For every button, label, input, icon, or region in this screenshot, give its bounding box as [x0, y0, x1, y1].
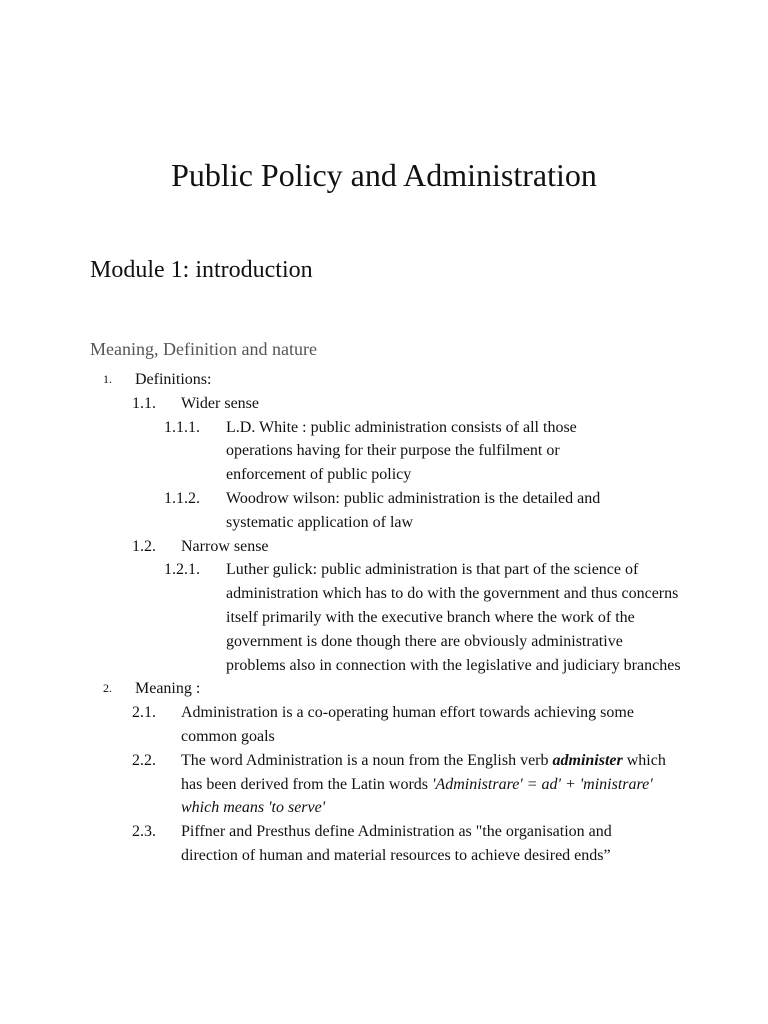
- list-item-2-3: [0, 820, 768, 868]
- list-number: 2.2.: [132, 751, 156, 769]
- list-text: Wider sense: [181, 394, 259, 412]
- list-text-part: which has been derived from the Latin words: [181, 751, 666, 793]
- module-heading: Module 1: introduction: [90, 257, 313, 283]
- list-item-2-1: [0, 701, 768, 749]
- section-heading: Meaning, Definition and nature: [90, 339, 317, 359]
- outline-list: [0, 368, 768, 868]
- list-item-2-2: [0, 749, 768, 820]
- list-number: 2.: [103, 681, 112, 696]
- list-text: L.D. White : public administration consists of all those operations having for their purpose the fulfilment or enforcement of public policy: [226, 418, 577, 484]
- list-number: 1.1.1.: [164, 418, 200, 436]
- list-item-1-1-1: [0, 416, 768, 487]
- list-text: Woodrow wilson: public administration is the detailed and systematic application of law: [226, 489, 601, 531]
- list-text: Meaning :: [135, 680, 201, 698]
- list-item-2: [0, 677, 768, 701]
- list-number: 1.1.2.: [164, 489, 200, 507]
- list-item-1-2-1: [0, 558, 768, 677]
- list-number: 1.1.: [132, 394, 156, 412]
- list-number: 2.1.: [132, 704, 156, 722]
- list-item-1: [0, 368, 768, 392]
- list-number: 1.: [103, 372, 112, 386]
- document-title: Public Policy and Administration: [171, 157, 597, 193]
- list-text: Piffner and Presthus define Administration as "the organisation and direction of human and material resources to achieve desired ends”: [181, 823, 612, 864]
- list-text: Definitions:: [135, 371, 212, 388]
- latin-phrase: 'Administrare' = ad' + 'ministrare' which means 'to serve': [181, 775, 653, 817]
- list-item-1-1: [0, 392, 768, 416]
- list-number: 2.3.: [132, 823, 156, 841]
- emphasized-term: administer: [552, 751, 623, 769]
- list-text-part: The word Administration is a noun from the English verb: [181, 751, 553, 769]
- list-text: Administration is a co-operating human effort towards achieving some common goals: [181, 704, 634, 745]
- list-text: [181, 749, 673, 820]
- list-item-1-1-2: [0, 487, 768, 535]
- list-text: Narrow sense: [181, 537, 269, 555]
- list-number: 1.2.: [132, 537, 156, 555]
- list-number: 1.2.1.: [164, 561, 200, 579]
- list-item-1-2: [0, 535, 768, 559]
- list-text: Luther gulick: public administration is that part of the science of administration which has to do with the government and thus concerns itself primarily with the executive branch where the work of the government is done though there are obviously administrative problems also in connection with the legislative and judiciary branches: [226, 561, 681, 674]
